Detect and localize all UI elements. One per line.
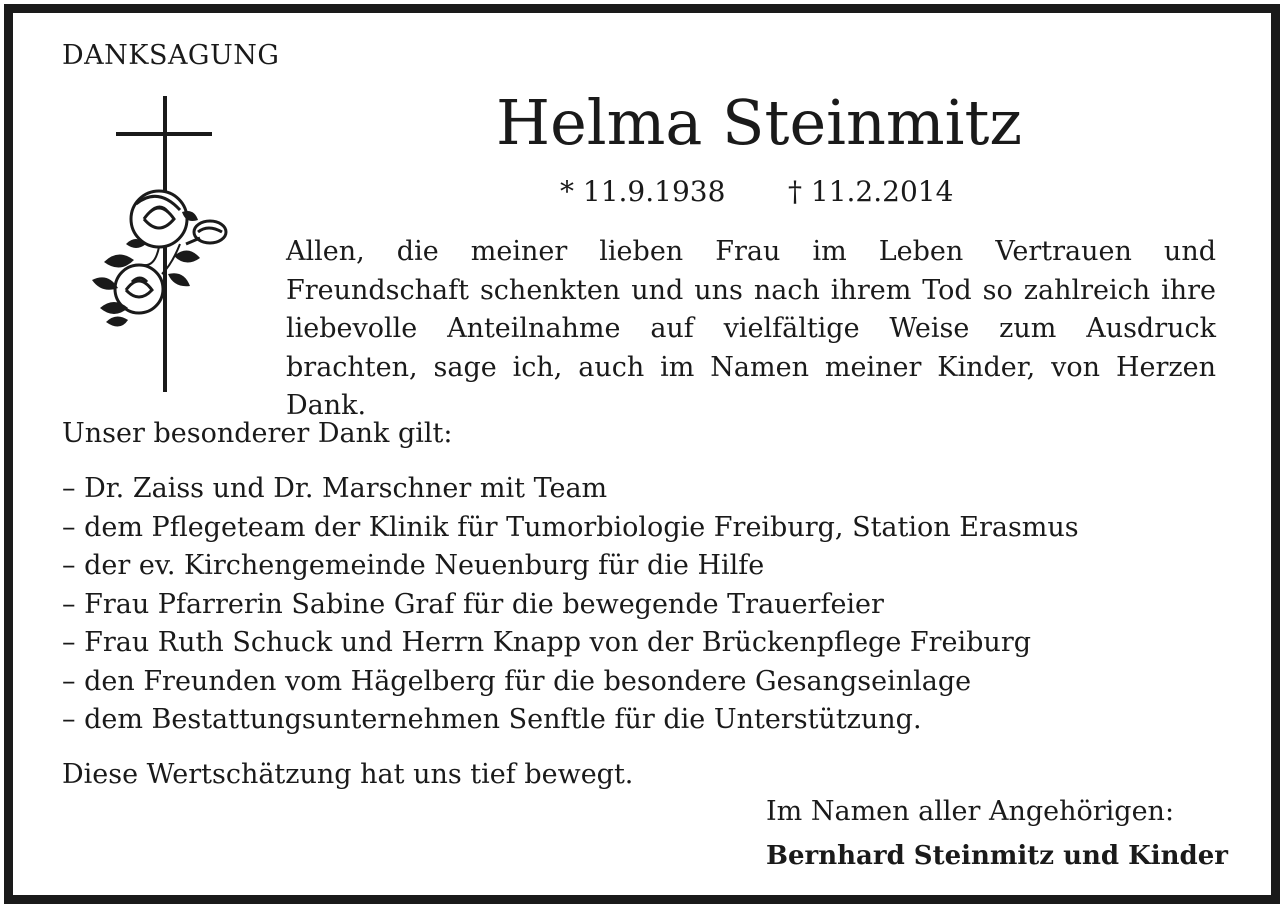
death-date: † 11.2.2014 [788, 175, 954, 208]
signature: Bernhard Steinmitz und Kinder [766, 841, 1228, 871]
birth-date: * 11.9.1938 [560, 175, 726, 208]
list-item: – dem Pflegeteam der Klinik für Tumorbiologie Freiburg, Station Erasmus [62, 511, 1079, 543]
list-item: – den Freunden vom Hägelberg für die besondere Gesangseinlage [62, 665, 972, 697]
thanks-list [62, 470, 1079, 740]
list-item: – Frau Pfarrerin Sabine Graf für die bewegende Trauerfeier [62, 588, 884, 620]
list-item: – der ev. Kirchengemeinde Neuenburg für die Hilfe [62, 550, 765, 581]
deceased-name: Helma Steinmitz [496, 86, 1023, 159]
signoff-line: Im Namen aller Angehörigen: [766, 796, 1175, 827]
list-item: – Dr. Zaiss und Dr. Marschner mit Team [62, 473, 608, 504]
closing-line: Diese Wertschätzung hat uns tief bewegt. [62, 759, 634, 790]
thanks-intro: Unser besonderer Dank gilt: [62, 418, 453, 449]
list-item: – dem Bestattungsunternehmen Senftle für die Unterstützung. [62, 704, 922, 735]
list-item: – Frau Ruth Schuck und Herrn Knapp von der Brückenpflege Freiburg [62, 627, 1032, 658]
notice-heading: DANKSAGUNG [62, 40, 280, 71]
cross-with-roses-icon [86, 94, 246, 394]
intro-paragraph: Allen, die meiner lieben Frau im Leben Vertrauen und Freundschaft schenkten und uns nach ihrem Tod so zahlreich ihre liebevolle Anteilnahme auf vielfältige Weise zum Ausdruck brachten, sage ich, auch im Namen meiner Kinder, von Herzen Dank. [286, 236, 1216, 421]
